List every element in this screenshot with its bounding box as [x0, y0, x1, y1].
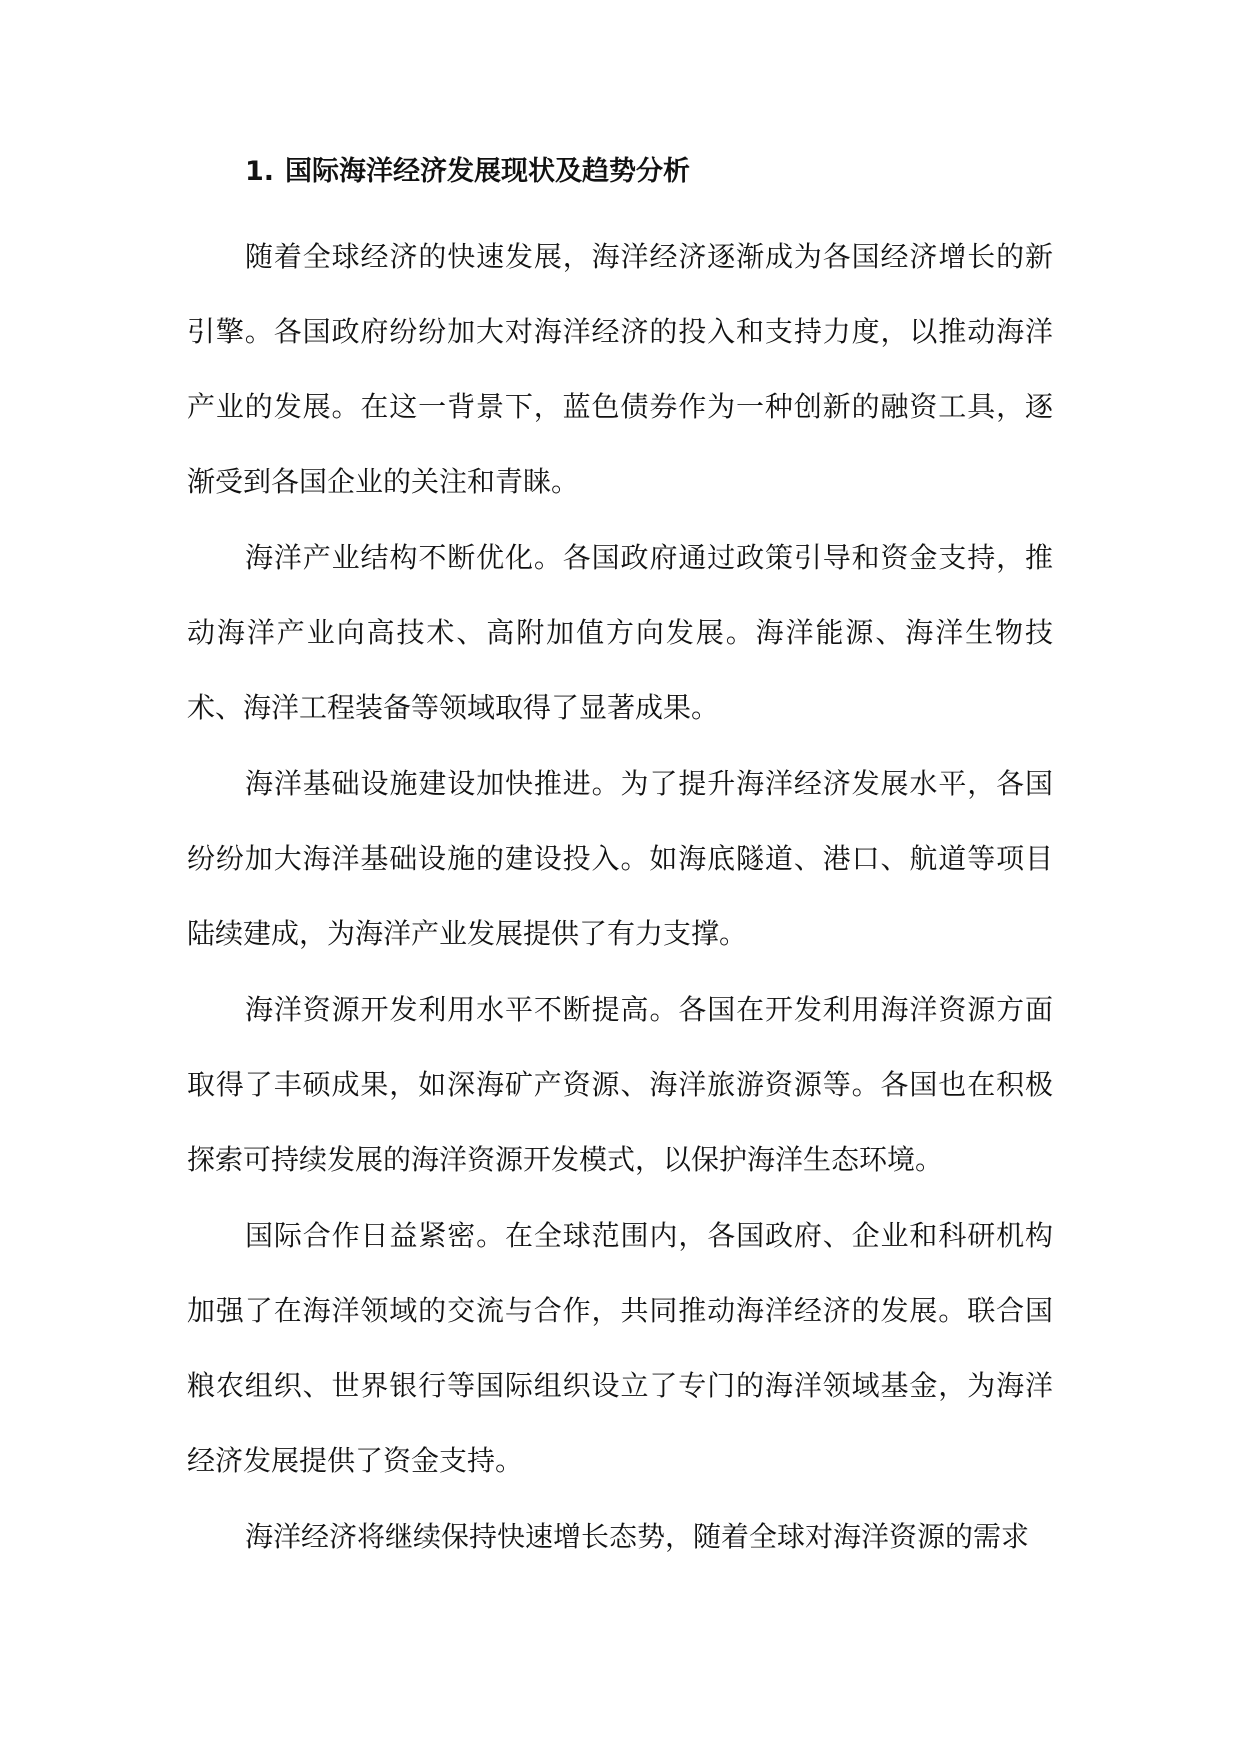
paragraph-6: 海洋经济将继续保持快速增长态势，随着全球对海洋资源的需求 [245, 1520, 1030, 1553]
paragraph-1: 随着全球经济的快速发展，海洋经济逐渐成为各国经济增长的新引擎。各国政府纷纷加大对海洋经济的投入和支持力度，以推动海洋产业的发展。在这一背景下，蓝色债券作为一种创新的融资工具，逐渐受到各国企业的关注和青睐。 [187, 240, 1053, 498]
section-title: 国际海洋经济发展现状及趋势分析 [285, 156, 690, 187]
paragraph-3: 海洋基础设施建设加快推进。为了提升海洋经济发展水平，各国纷纷加大海洋基础设施的建设投入。如海底隧道、港口、航道等项目陆续建成，为海洋产业发展提供了有力支撑。 [187, 767, 1053, 950]
document-body [187, 144, 1053, 1575]
paragraph-2: 海洋产业结构不断优化。各国政府通过政策引导和资金支持，推动海洋产业向高技术、高附加值方向发展。海洋能源、海洋生物技术、海洋工程装备等领域取得了显著成果。 [187, 541, 1053, 724]
section-heading [187, 144, 1053, 200]
paragraph-4: 海洋资源开发利用水平不断提高。各国在开发利用海洋资源方面取得了丰硕成果，如深海矿产资源、海洋旅游资源等。各国也在积极探索可持续发展的海洋资源开发模式，以保护海洋生态环境。 [187, 993, 1053, 1176]
section-number: 1. [245, 156, 275, 187]
paragraph-5: 国际合作日益紧密。在全球范围内，各国政府、企业和科研机构加强了在海洋领域的交流与合作，共同推动海洋经济的发展。联合国粮农组织、世界银行等国际组织设立了专门的海洋领域基金，为海洋经济发展提供了资金支持。 [187, 1219, 1053, 1477]
